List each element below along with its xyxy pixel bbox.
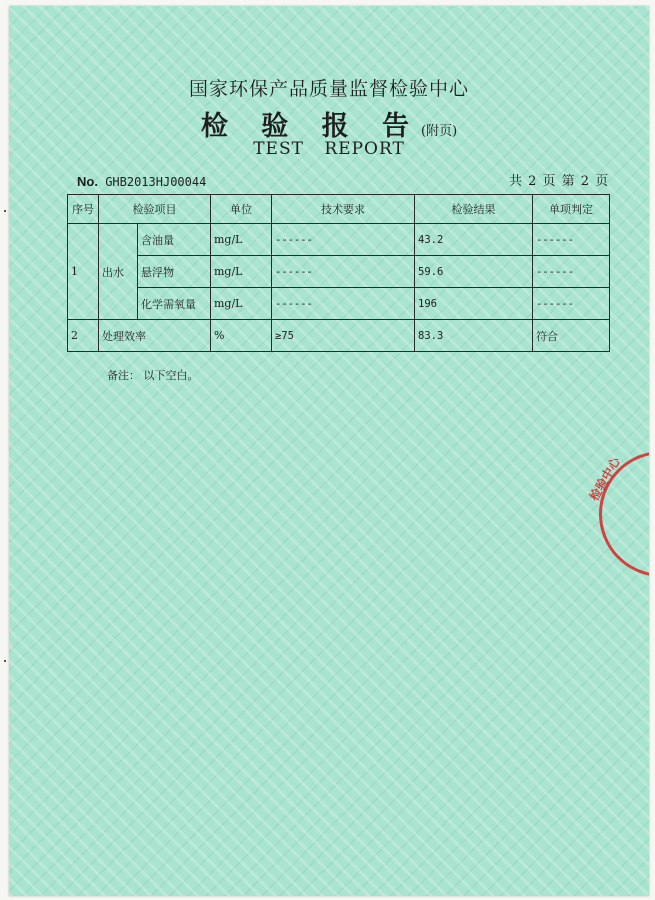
margin-mark bbox=[4, 660, 6, 662]
item-name: 含油量 bbox=[138, 224, 211, 256]
report-number-value: GHB2013HJ00044 bbox=[105, 175, 207, 189]
group-seq: 1 bbox=[68, 224, 99, 320]
group-category: 出水 bbox=[99, 224, 138, 320]
row2-judgement: 符合 bbox=[533, 320, 610, 352]
row2-unit: % bbox=[211, 320, 272, 352]
row2-requirement: ≥75 bbox=[272, 320, 415, 352]
item-unit: mg/L bbox=[211, 256, 272, 288]
item-requirement: ------ bbox=[272, 288, 415, 320]
header-seq: 序号 bbox=[68, 195, 99, 224]
report-page bbox=[9, 6, 649, 896]
header-item: 检验项目 bbox=[99, 195, 211, 224]
item-judgement: ------ bbox=[533, 224, 610, 256]
header-result: 检验结果 bbox=[415, 195, 533, 224]
margin-mark bbox=[4, 210, 6, 212]
table-row bbox=[68, 288, 610, 320]
item-result: 43.2 bbox=[415, 224, 533, 256]
page-count: 共 2 页 第 2 页 bbox=[509, 174, 609, 189]
header-unit: 单位 bbox=[211, 195, 272, 224]
item-result: 196 bbox=[415, 288, 533, 320]
header-judgement: 单项判定 bbox=[533, 195, 610, 224]
row2-result: 83.3 bbox=[415, 320, 533, 352]
table-row bbox=[68, 320, 610, 352]
row2-item: 处理效率 bbox=[99, 320, 211, 352]
test-results-table bbox=[67, 194, 610, 352]
report-title-main: 检 验 报 告 bbox=[200, 111, 422, 142]
report-english-title: TEST REPORT bbox=[253, 139, 405, 159]
item-unit: mg/L bbox=[211, 224, 272, 256]
report-number-label: No. bbox=[77, 174, 98, 189]
row2-seq: 2 bbox=[68, 320, 99, 352]
item-requirement: ------ bbox=[272, 224, 415, 256]
table-header-row bbox=[68, 195, 610, 224]
item-requirement: ------ bbox=[272, 256, 415, 288]
item-name: 悬浮物 bbox=[138, 256, 211, 288]
seal-text: 检验中心 bbox=[586, 454, 624, 504]
report-number bbox=[77, 174, 206, 189]
remarks-note: 备注： 以下空白。 bbox=[107, 369, 199, 382]
item-result: 59.6 bbox=[415, 256, 533, 288]
report-title-sub: (附页) bbox=[421, 124, 458, 139]
item-judgement: ------ bbox=[533, 256, 610, 288]
item-judgement: ------ bbox=[533, 288, 610, 320]
table-row bbox=[68, 256, 610, 288]
item-unit: mg/L bbox=[211, 288, 272, 320]
header-requirement: 技术要求 bbox=[272, 195, 415, 224]
report-title bbox=[9, 104, 649, 143]
item-name: 化学需氧量 bbox=[138, 288, 211, 320]
table-row bbox=[68, 224, 610, 256]
organization-name: 国家环保产品质量监督检验中心 bbox=[188, 78, 469, 100]
